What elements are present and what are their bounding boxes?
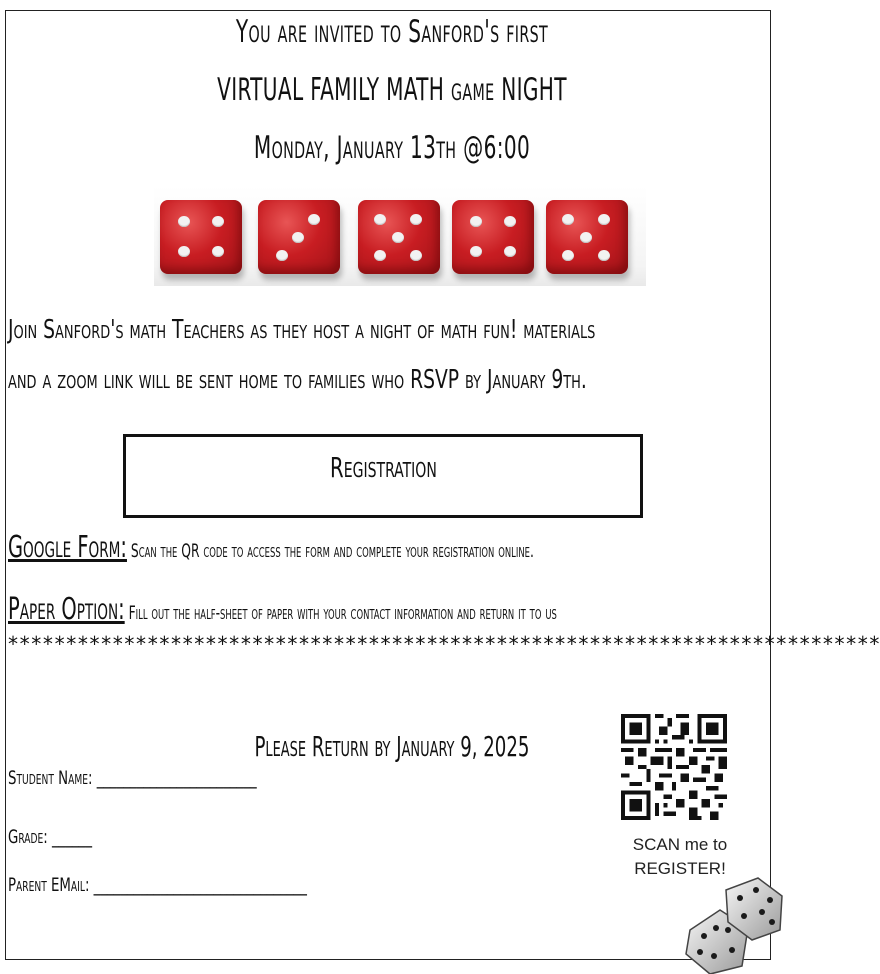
google-form-text: Scan the QR code to access the form and complete your registration online. bbox=[126, 540, 534, 562]
paper-option bbox=[8, 592, 778, 627]
die-icon bbox=[160, 200, 242, 274]
parent-email-field: Parent EMail: ________________________________ bbox=[8, 874, 307, 896]
red-dice-image bbox=[154, 186, 646, 286]
qr-code[interactable] bbox=[621, 714, 727, 820]
grade-field: Grade: ______ bbox=[8, 826, 93, 848]
cut-line-divider: *************************************************************************** bbox=[7, 632, 880, 656]
die-icon bbox=[258, 200, 340, 274]
event-date: Monday, January 13th @6:00 bbox=[253, 130, 531, 166]
return-by-text: Please Return by January 9, 2025 bbox=[254, 730, 530, 763]
die-icon bbox=[546, 200, 628, 274]
registration-box bbox=[123, 434, 643, 518]
intro-line-2: and a zoom link will be sent home to families who RSVP by January 9th. bbox=[8, 365, 587, 395]
die-icon bbox=[358, 200, 440, 274]
qr-caption-line-1: SCAN me to bbox=[632, 835, 728, 854]
paper-option-text: Fill out the half-sheet of paper with your contact information and return it to us bbox=[124, 602, 557, 624]
google-form-option bbox=[8, 530, 778, 565]
invitation-line: You are invited to Sanford's first bbox=[235, 14, 549, 50]
gray-dice-icon bbox=[682, 870, 784, 974]
paper-option-label: Paper Option: bbox=[8, 592, 125, 627]
die-icon bbox=[452, 200, 534, 274]
google-form-label: Google Form: bbox=[8, 530, 127, 565]
qr-caption-line-2: REGISTER! bbox=[634, 859, 726, 878]
event-title: VIRTUAL FAMILY MATH game NIGHT bbox=[217, 72, 567, 108]
registration-title: Registration bbox=[329, 451, 437, 484]
intro-line-1: Join Sanford's math Teachers as they host a night of math fun! materials bbox=[8, 315, 596, 345]
student-name-field: Student Name: ________________________ bbox=[8, 767, 257, 789]
